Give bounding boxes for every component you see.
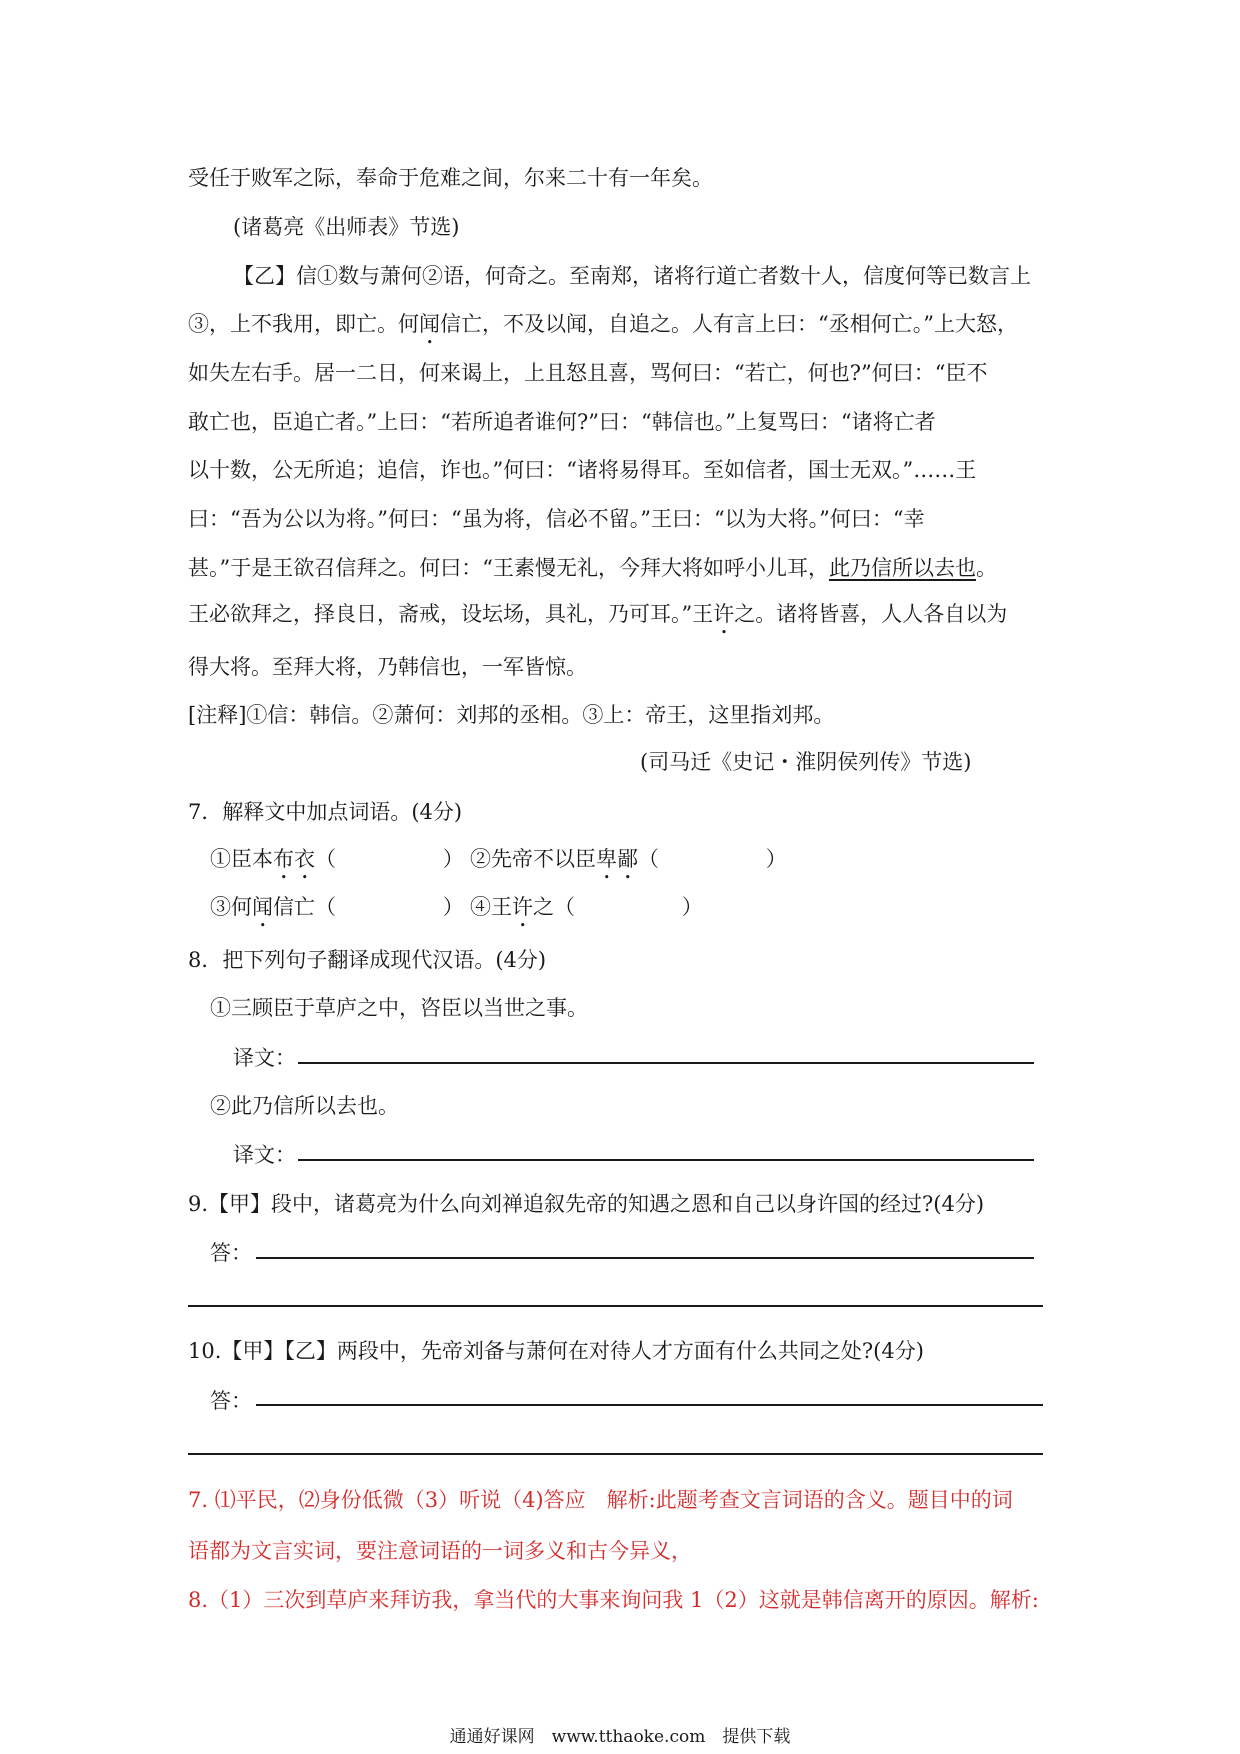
yi-line-8-end: 之。诸将皆喜，人人各自以为 [734, 602, 1008, 626]
q7-c-suffix: 信亡 [273, 895, 315, 919]
question-8-label-2: 译文： [233, 1143, 296, 1167]
passage-yi-line-5: 以十数，公无所追；追信，诈也。”何曰：“诸将易得耳。至如信者，国士无双。”……王 [188, 458, 977, 482]
dotted-word-xu: 许 [713, 602, 735, 626]
q7-c-prefix: ③何 [210, 895, 252, 919]
passage-jia-tail: 受任于败军之际，奉命于危难之间，尔来二十有一年矣。 [188, 166, 713, 190]
q7-a-prefix: ①臣本 [210, 847, 273, 871]
q7-c-dotted: 闻 [252, 895, 273, 919]
q7-b-dotted: 卑鄙 [596, 847, 638, 871]
dotted-word-wen: 闻 [419, 312, 440, 336]
question-9-label: 答： [210, 1241, 252, 1265]
passage-yi-line-9: 得大将。至拜大将，乃韩信也，一军皆惊。 [188, 655, 587, 679]
q7-d-prefix: ④王 [470, 895, 512, 919]
q8-answer-line-1[interactable] [298, 1062, 1034, 1064]
answer-7-line-1: 7. ⑴平民，⑵身份低微（3）听说（4)答应 解析:此题考查文言词语的含义。题目中的词 [188, 1488, 1013, 1512]
question-10-label: 答： [210, 1389, 252, 1413]
question-8-title: 8．把下列句子翻译成现代汉语。(4分) [188, 948, 547, 972]
underlined-sentence: 此乃信所以去也 [828, 556, 976, 580]
yi-line-2-start: ③，上不我用，即亡。何 [188, 312, 419, 336]
question-7-title: 7．解释文中加点词语。(4分) [188, 800, 463, 824]
q8-answer-line-2[interactable] [298, 1159, 1034, 1161]
q7-d-suffix: 之 [533, 895, 554, 919]
question-10-title: 10.【甲】【乙】两段中，先帝刘备与萧何在对待人才方面有什么共同之处?(4分) [188, 1339, 924, 1363]
yi-line-8-start: 王必欲拜之，择良日，斋戒，设坛场，具礼，乃可耳。”王 [188, 602, 714, 626]
q7-b-answer-blank[interactable]: （ ） [638, 847, 787, 871]
passage-notes: [注释]①信：韩信。②萧何：刘邦的丞相。③上：帝王，这里指刘邦。 [188, 703, 835, 727]
passage-jia-source: (诸葛亮《出师表》节选) [233, 215, 460, 239]
q7-a-dotted: 布衣 [273, 847, 315, 871]
q7-b-prefix: ②先帝不以臣 [470, 847, 596, 871]
yi-line-2-end: 信亡，不及以闻，自追之。人有言上曰：“丞相何亡。”上大怒， [440, 312, 1018, 336]
q9-answer-line-1[interactable] [256, 1257, 1034, 1259]
question-7-item-b [470, 843, 787, 884]
q7-d-dotted: 许 [512, 895, 533, 919]
question-8-label-1: 译文： [233, 1046, 296, 1070]
passage-yi-line-2 [188, 308, 1018, 349]
question-8-sentence-2: ②此乃信所以去也。 [210, 1094, 399, 1118]
page-footer: 通通好课网 www.tthaoke.com 提供下载 [449, 1727, 791, 1747]
passage-yi-line-8 [188, 598, 1007, 639]
q10-answer-line-1[interactable] [256, 1404, 1043, 1406]
question-7-item-c [210, 891, 464, 932]
passage-yi-line-1: 【乙】信①数与萧何②语，何奇之。至南郑，诸将行道亡者数十人，信度何等已数言上 [233, 264, 1031, 288]
answer-8-line-1: 8.（1）三次到草庐来拜访我，拿当代的大事来询问我 1（2）这就是韩信离开的原因。解析: [188, 1588, 1039, 1612]
q10-answer-line-2[interactable] [188, 1453, 1043, 1455]
passage-yi-line-4: 敢亡也，臣追亡者。”上曰：“若所追者谁何?”曰：“韩信也。”上复骂曰：“诸将亡者 [188, 410, 936, 434]
question-9-title: 9.【甲】段中，诸葛亮为什么向刘禅追叙先帝的知遇之恩和自己以身许国的经过?(4分) [188, 1192, 985, 1216]
yi-line-7-start: 甚。”于是王欲召信拜之。何曰：“王素慢无礼，今拜大将如呼小儿耳， [188, 556, 829, 580]
passage-yi-line-6: 曰：“吾为公以为将。”何曰：“虽为将，信必不留。”王曰：“以为大将。”何曰：“幸 [188, 507, 925, 531]
passage-yi-line-3: 如失左右手。居一二日，何来谒上，上且怒且喜，骂何曰：“若亡，何也?”何曰：“臣不 [188, 361, 988, 385]
q7-a-answer-blank[interactable]: （ ） [315, 847, 464, 871]
yi-line-7-end: 。 [975, 556, 997, 580]
question-7-item-a [210, 843, 464, 884]
q9-answer-line-2[interactable] [188, 1305, 1043, 1307]
passage-yi-line-7 [188, 552, 997, 582]
q7-c-answer-blank[interactable]: （ ） [315, 895, 464, 919]
question-8-sentence-1: ①三顾臣于草庐之中，咨臣以当世之事。 [210, 996, 588, 1020]
question-7-item-d [470, 891, 703, 932]
q7-d-answer-blank[interactable]: （ ） [554, 895, 703, 919]
passage-yi-source: (司马迁《史记・淮阴侯列传》节选) [640, 750, 972, 774]
answer-7-line-2: 语都为文言实词，要注意词语的一词多义和古今异义， [188, 1539, 692, 1563]
